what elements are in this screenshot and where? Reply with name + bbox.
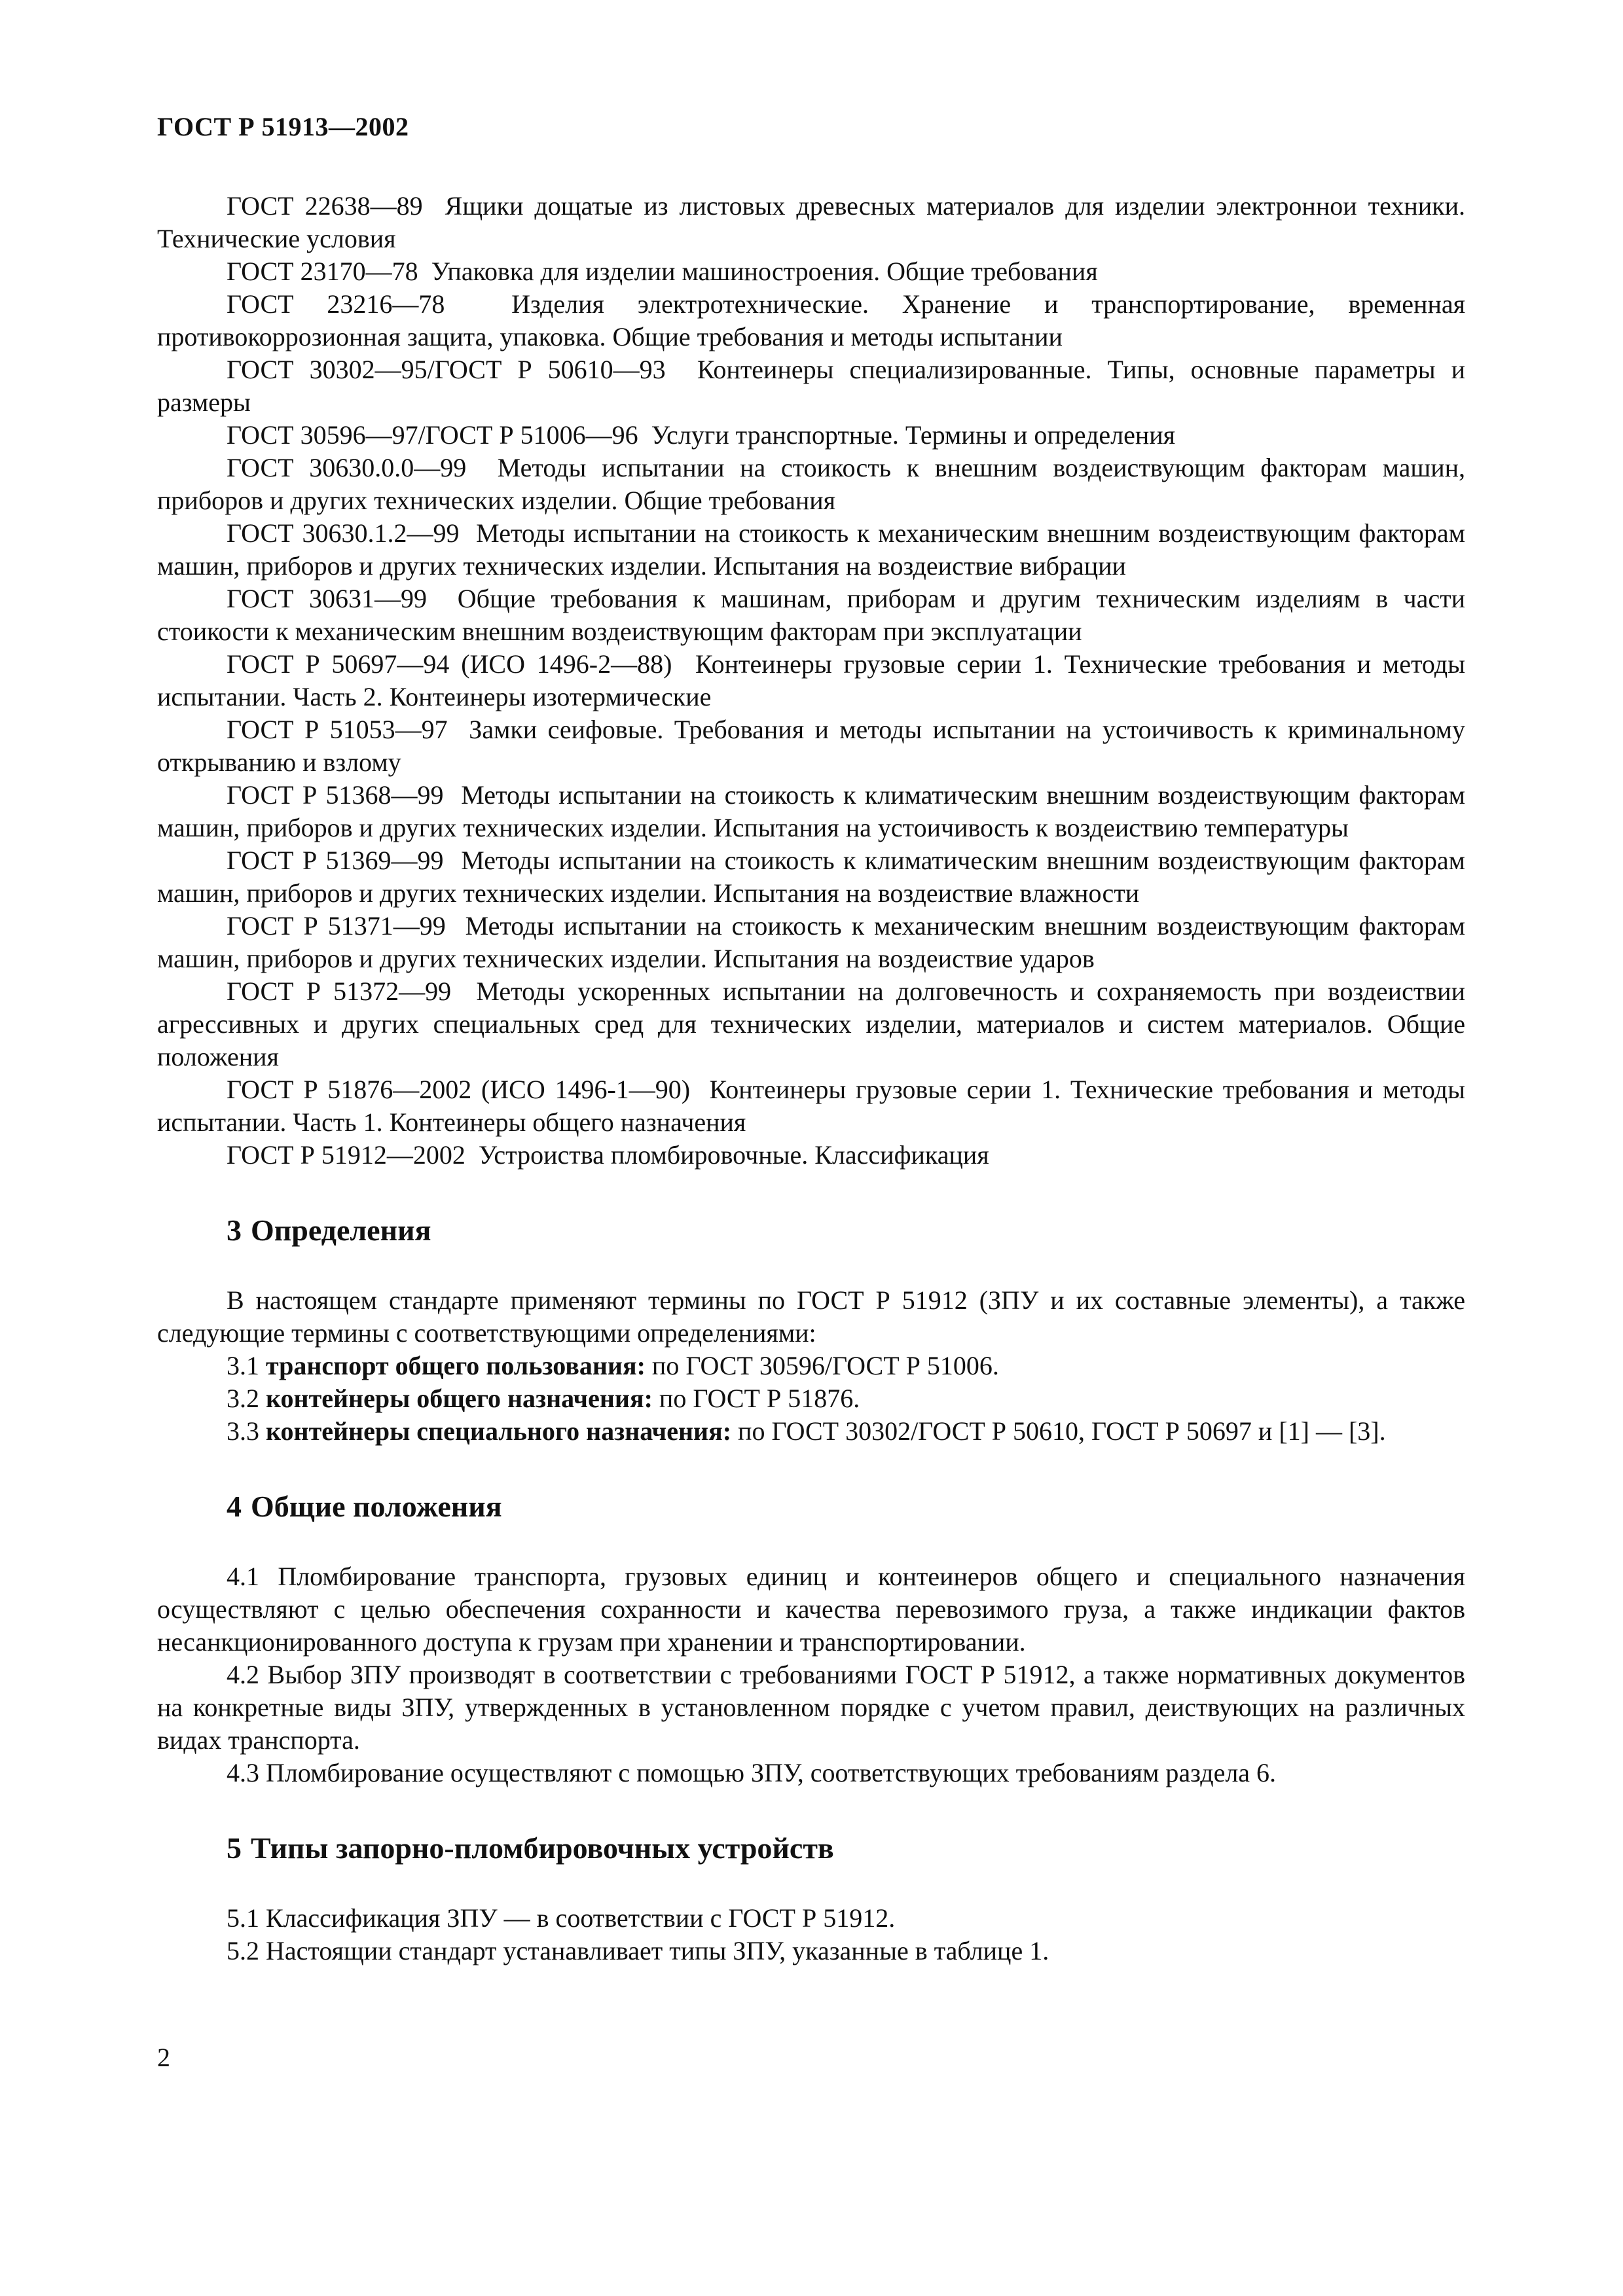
clause-number: 3.2	[227, 1384, 259, 1413]
clause-item	[157, 1935, 1465, 1967]
reference-title: Методы испытании на стоикость к механическим внешним воздеиствующим факторам машин, приборов и других технических изделии. Испытания на воздеиствие ударов	[157, 911, 1465, 973]
clause-item	[157, 1560, 1465, 1659]
reference-item	[157, 288, 1465, 353]
defined-term: контейнеры специального назначения:	[266, 1416, 732, 1446]
section-number: 3	[227, 1213, 242, 1247]
reference-item	[157, 844, 1465, 910]
reference-code: ГОСТ Р 51372—99	[227, 977, 452, 1006]
reference-code: ГОСТ 30630.0.0—99	[227, 453, 467, 482]
reference-title: Услуги транспортные. Термины и определения	[651, 420, 1176, 450]
definition-item	[157, 1415, 1465, 1448]
reference-title: Методы испытании на стоикость к механическим внешним воздеиствующим факторам машин, приборов и других технических изделии. Испытания на воздеиствие вибрации	[157, 518, 1465, 581]
clause-number: 3.1	[227, 1351, 259, 1380]
clause-text: Выбор ЗПУ производят в соответствии с требованиями ГОСТ Р 51912, а также нормативных документов на конкретные виды ЗПУ, утвержденных в установленном порядке с учетом правил, деиствующих на различных видах транспорта.	[157, 1660, 1466, 1755]
reference-code: ГОСТ 30631—99	[227, 584, 427, 613]
section-heading	[227, 1488, 1465, 1525]
reference-title: Контеинеры специализированные. Типы, основные параметры и размеры	[157, 355, 1465, 417]
reference-item	[157, 517, 1465, 583]
reference-title: Методы испытании на стоикость к климатическим внешним воздеиствующим факторам машин, приборов и других технических изделии. Испытания на устоичивость к воздеиствию температуры	[157, 780, 1465, 842]
reference-title: Упаковка для изделии машиностроения. Общие требования	[431, 257, 1098, 286]
clause-number: 5.1	[227, 1903, 259, 1933]
reference-title: Устроиства пломбировочные. Классификация	[478, 1140, 989, 1170]
section-title: Общие положения	[251, 1490, 502, 1523]
section-heading	[227, 1830, 1465, 1867]
reference-title: Контеинеры грузовые серии 1. Технические требования и методы испытании. Часть 2. Контеинеры изотермические	[157, 649, 1465, 711]
references-list	[157, 190, 1465, 1172]
reference-item	[157, 1073, 1465, 1139]
reference-title: Изделия электротехнические. Хранение и транспортирование, временная противокоррозионная защита, упаковка. Общие требования и методы испытании	[157, 289, 1466, 351]
clause-number: 4.3	[227, 1758, 259, 1787]
reference-code: ГОСТ Р 50697—94 (ИСО 1496-2—88)	[227, 649, 672, 679]
document-header: ГОСТ Р 51913—2002	[157, 112, 409, 141]
reference-code: ГОСТ Р 51876—2002 (ИСО 1496-1—90)	[227, 1075, 691, 1104]
document-body	[157, 190, 1465, 1967]
reference-item	[157, 975, 1465, 1073]
reference-title: Методы испытании на стоикость к климатическим внешним воздеиствующим факторам машин, приборов и других технических изделии. Испытания на воздеиствие влажности	[157, 846, 1465, 908]
definition-text: по ГОСТ 30596/ГОСТ Р 51006.	[651, 1351, 999, 1380]
reference-code: ГОСТ Р 51369—99	[227, 846, 444, 875]
clause-item	[157, 1757, 1465, 1789]
reference-item	[157, 419, 1465, 452]
section-intro: В настоящем стандарте применяют термины по ГОСТ Р 51912 (ЗПУ и их составные элементы), а также следующие термины с соответствующими определениями:	[157, 1285, 1465, 1348]
reference-item	[157, 713, 1465, 779]
reference-item	[157, 452, 1465, 517]
reference-title: Контеинеры грузовые серии 1. Технические требования и методы испытании. Часть 1. Контеинеры общего назначения	[157, 1075, 1466, 1137]
reference-code: ГОСТ 30302—95/ГОСТ Р 50610—93	[227, 355, 666, 384]
reference-item	[157, 779, 1465, 844]
reference-item	[157, 1139, 1465, 1172]
clause-item	[157, 1902, 1465, 1935]
clause-number: 5.2	[227, 1936, 259, 1965]
reference-code: ГОСТ 30630.1.2—99	[227, 518, 460, 548]
clause-text: Классификация ЗПУ — в соответствии с ГОСТ Р 51912.	[266, 1903, 896, 1933]
reference-code: ГОСТ 30596—97/ГОСТ Р 51006—96	[227, 420, 638, 450]
reference-title: Общие требования к машинам, приборам и другим техническим изделиям в части стоикости к механическим внешним воздеиствующим факторам при эксплуатации	[157, 584, 1466, 646]
clause-text: Настоящии стандарт устанавливает типы ЗПУ, указанные в таблице 1.	[266, 1936, 1049, 1965]
reference-code: ГОСТ Р 51912—2002	[227, 1140, 465, 1170]
reference-title: Ящики дощатые из листовых древесных материалов для изделии электроннои техники. Технические условия	[157, 191, 1465, 253]
definition-item	[157, 1382, 1465, 1415]
reference-code: ГОСТ Р 51053—97	[227, 715, 448, 744]
clause-number: 4.2	[227, 1660, 259, 1689]
definition-text: по ГОСТ 30302/ГОСТ Р 50610, ГОСТ Р 50697 и [1] — [3].	[738, 1416, 1386, 1446]
section-title: Определения	[251, 1213, 431, 1247]
reference-code: ГОСТ Р 51371—99	[227, 911, 446, 941]
clause-number: 3.3	[227, 1416, 259, 1446]
clause-text: Пломбирование транспорта, грузовых единиц и контеинеров общего и специального назначения осуществляют с целью обеспечения сохранности и качества перевозимого груза, а также индикации фактов несанкционированного доступа к грузам при хранении и транспортировании.	[157, 1562, 1466, 1657]
definition-item	[157, 1350, 1465, 1382]
page-number: 2	[157, 2043, 170, 2072]
definition-text: по ГОСТ Р 51876.	[659, 1384, 860, 1413]
reference-code: ГОСТ 23216—78	[227, 289, 445, 319]
reference-item	[157, 255, 1465, 288]
section-number: 5	[227, 1831, 242, 1865]
clause-number: 4.1	[227, 1562, 259, 1591]
defined-term: транспорт общего пользования:	[266, 1351, 646, 1380]
reference-item	[157, 910, 1465, 975]
reference-item	[157, 353, 1465, 419]
reference-item	[157, 190, 1465, 255]
defined-term: контейнеры общего назначения:	[266, 1384, 653, 1413]
clause-text: Пломбирование осуществляют с помощью ЗПУ, соответствующих требованиям раздела 6.	[266, 1758, 1277, 1787]
section-number: 4	[227, 1490, 242, 1523]
reference-title: Замки сеифовые. Требования и методы испытании на устоичивость к криминальному открыванию и взлому	[157, 715, 1465, 777]
section-heading	[227, 1212, 1465, 1249]
reference-item	[157, 648, 1465, 713]
clause-item	[157, 1659, 1465, 1757]
reference-title: Методы испытании на стоикость к внешним воздеиствующим факторам машин, приборов и других технических изделии. Общие требования	[157, 453, 1466, 515]
reference-item	[157, 583, 1465, 648]
reference-code: ГОСТ 22638—89	[227, 191, 423, 221]
reference-code: ГОСТ 23170—78	[227, 257, 418, 286]
reference-title: Методы ускоренных испытании на долговечность и сохраняемость при воздеиствии агрессивных и других специальных сред для технических изделии, материалов и систем материалов. Общие положения	[157, 977, 1465, 1071]
reference-code: ГОСТ Р 51368—99	[227, 780, 444, 810]
section-title: Типы запорно-пломбировочных устройств	[251, 1831, 834, 1865]
